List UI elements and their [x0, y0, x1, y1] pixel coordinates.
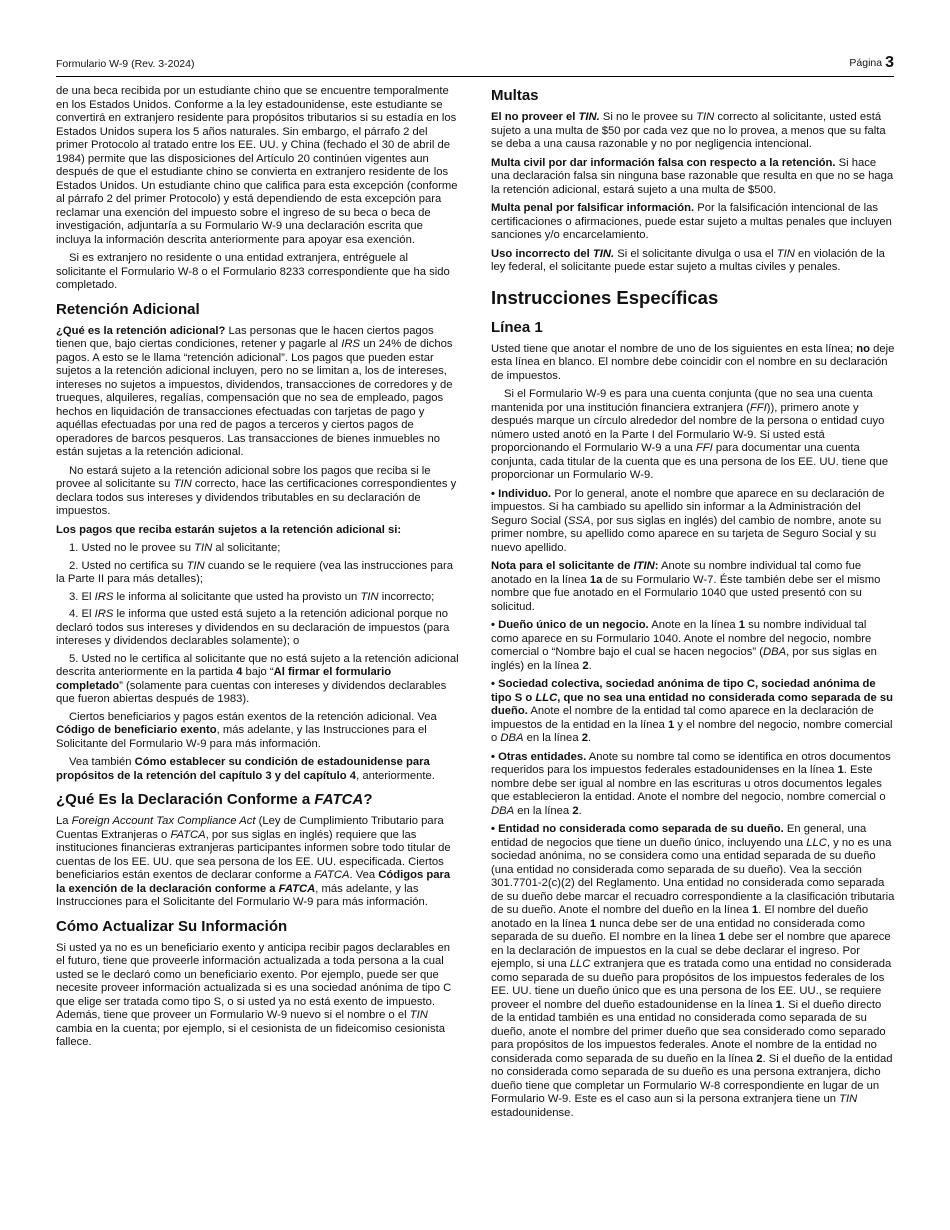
- paragraph: • Otras entidades. Anote su nombre tal como se identifica en otros documentos requeridos para los impuestos federales estadounidenses en la línea 1. Este nombre debe ser igual al nombre en las escrituras u otros documentos legales que establecieron la entidad. Anote el nombre del negocio, nombre comercial o DBA en la línea 2.: [491, 750, 891, 817]
- paragraph: • Entidad no considerada como separada de su dueño. En general, una entidad de negocios que tiene un dueño único, incluyendo una LLC, y no es una sociedad anónima, no se considera como una entidad separada de su dueño (una entidad no considerada como separada de su dueño). Vea la sección 301.7701-2(c)(2) del Reglamento. Una entidad no considerada como separada de su dueño debe marcar el recuadro correspondiente a la clasificación tributaria de su dueño. Anote el nombre del dueño en la línea 1. El nombre del dueño anotado en la línea 1 nunca debe ser de una entidad no considerada como separada de su dueño. El nombre en la línea 1 debe ser el nombre que aparece en la declaración de impuestos en la cual se debe declarar el ingreso. Por ejemplo, si una LLC extranjera que es tratada como una entidad no considerada como separada de su dueño para propósitos de los impuestos federales de los EE. UU. tiene un dueño único que es una persona de los EE. UU., se requiere proveer el nombre del dueño estadounidense en la línea 1. Si el dueño directo de la entidad también es una entidad no considerada como separada de su dueño, anote el nombre del primer dueño que sea considerado como separado para propósitos de los impuestos federales. Anote el nombre de la entidad no considerada como separada de su dueño en la línea 2. Si el dueño de la entidad no considerada como separada de su dueño es una persona extranjera, dicho dueño tiene que completar un Formulario W-8 correspondiente en lugar de un Formulario W-9. Este es el caso aun si la persona extranjera tiene un TIN estadounidense.: [491, 823, 895, 1119]
- paragraph: Si usted ya no es un beneficiario exento y anticipa recibir pagos declarables en el futuro, tiene que proveerle información actualizada a toda persona a la cual usted se le declaró como un beneficiario exento. Por ejemplo, puede ser que necesite proveer información actualizada si es una sociedad anónima de tipo C que elige ser tratada como tipo S, o si usted ya no está exento de impuesto. Además, tiene que proveer un Formulario W-9 nuevo si el nombre o el TIN cambia en la cuenta; por ejemplo, si el cesionista de un fideicomiso cesionista fallece.: [56, 941, 452, 1048]
- section-heading: Multas: [491, 87, 539, 104]
- paragraph: • Individuo. Por lo general, anote el nombre que aparece en su declaración de impuestos. Si ha cambiado su apellido sin informar a la Administración del Seguro Social (SSA, por sus siglas en inglés) del cambio de nombre, anote su primer nombre, su apellido como aparece en su tarjeta de Seguro Social y su nuevo apellido.: [491, 487, 885, 554]
- section-heading: ¿Qué Es la Declaración Conforme a FATCA?: [56, 791, 373, 808]
- section-heading: Cómo Actualizar Su Información: [56, 917, 288, 935]
- page-indicator: [849, 54, 894, 72]
- paragraph: Vea también Cómo establecer su condición de estadounidense para propósitos de la retención del capítulo 3 y del capítulo 4, anteriormente.: [56, 756, 435, 782]
- paragraph: ¿Qué es la retención adicional? Las personas que le hacen ciertos pagos tienen que, bajo ciertas condiciones, retener y pagarle al IRS un 24% de dichos pagos. A esto se le llama “retención adicional”. Los pagos que pueden estar sujetos a la retención adicional incluyen, pero no se limitan a, los de intereses, intereses no sujetos a impuestos, dividendos, transacciones de corredores y de trueques, alquileres, regalías, compensación que no sea de empleado, pagos hechos en liquidación de transacciones efectuadas con tarjetas de pago y aquéllas efectuadas por una red de pagos a terceros y ciertos pagos de operadores de barcos pesqueros. Las transacciones de bienes inmuebles no están sujetas a la retención adicional.: [56, 324, 453, 458]
- section-heading: Línea 1: [491, 318, 543, 336]
- paragraph: Si el Formulario W-9 es para una cuenta conjunta (que no sea una cuenta mantenida por una institución financiera extranjera (FFI)), primero anote y después marque un círculo alrededor del nombre de la persona o entidad cuyo número usted anotó en la Parte I del Formulario W-9. Si usted está proporcionando el Formulario W-9 a una FFI para documentar una cuenta conjunta, cada titular de la cuenta que es una persona de los EE. UU. tiene que proporcionar un Formulario W-9.: [491, 388, 889, 481]
- paragraph: Multa penal por falsificar información. Por la falsificación intencional de las certificaciones o afirmaciones, puede estar sujeto a multas penales que incluyen sanciones y/o encarcelamiento.: [491, 202, 892, 241]
- paragraph: Los pagos que reciba estarán sujetos a la retención adicional si:: [56, 523, 402, 536]
- paragraph: • Sociedad colectiva, sociedad anónima de tipo C, sociedad anónima de tipo S o LLC, que no sea una entidad no considerada como separada de su dueño. Anote el nombre de la entidad tal como aparece en la declaración de impuestos de la entidad en la línea 1 y el nombre del negocio, nombre comercial o DBA en la línea 2.: [491, 678, 893, 744]
- left-column: [56, 85, 460, 1055]
- paragraph: El no proveer el TIN. Si no le provee su TIN correcto al solicitante, usted está sujeto a una multa de $50 por cada vez que no lo provea, a menos que su falta se deba a una causa razonable y no por negligencia intencional.: [491, 111, 886, 150]
- main-heading: Instrucciones Específicas: [491, 286, 719, 308]
- list-item: 2. Usted no certifica su TIN cuando se le requiere (vea las instrucciones para la Parte II para más detalles);: [56, 559, 453, 585]
- paragraph: Uso incorrecto del TIN. Si el solicitante divulga o usa el TIN en violación de la ley federal, el solicitante puede estar sujeto a multas civiles y penales.: [491, 247, 885, 273]
- page-header: [56, 52, 894, 77]
- section-heading: Retención Adicional: [56, 300, 200, 318]
- list-item: 4. El IRS le informa que usted está sujeto a la retención adicional porque no declaró todos sus intereses y dividendos en su declaración de impuestos (para intereses y dividendos declarables solamente); o: [56, 608, 450, 647]
- page-number: 3: [885, 54, 894, 71]
- paragraph: La Foreign Account Tax Compliance Act (Ley de Cumplimiento Tributario para Cuentas Extranjeras o FATCA, por sus siglas en inglés) requiere que las instituciones financieras extranjeras participantes informen sobre todo titular de cuentas de los EE. UU. que sea persona de los EE. UU. especificada. Ciertos beneficiarios están exentos de declarar conforme a FATCA. Vea Códigos para la exención de la declaración conforme a FATCA, más adelante, y las Instrucciones para el Solicitante del Formulario W-9 para más información.: [56, 815, 451, 908]
- list-item: 5. Usted no le certifica al solicitante que no está sujeto a la retención adicional descrita anteriormente en la partida 4 bajo “Al firmar el formulario completado” (solamente para cuentas con intereses y dividendos declarables que fueron abiertas después de 1983).: [56, 652, 459, 705]
- paragraph: de una beca recibida por un estudiante chino que se encuentre temporalmente en los Estados Unidos. Conforme a la ley estadounidense, este estudiante se convertirá en extranjero residente para propósitos tributarios si su estadía en los Estados Unidos supera los 5 años naturales. Sin embargo, el párrafo 2 del primer Protocolo al tratado entre los EE. UU. y China (fechado el 30 de abril de 1984) permite que las disposiciones del Artículo 20 continúen vigentes aun después de que el estudiante chino se convierta en extranjero residente de los Estados Unidos. Un estudiante chino que califica para esta excepción (conforme al párrafo 2 del primer Protocolo) y está dependiendo de esta excepción para reclamar una exención del impuesto sobre el ingreso de su beca o beca de investigación, adjuntaría a su Formulario W-9 una declaración escrita que incluya la información descrita anteriormente para apoyar esa exención.: [56, 85, 458, 246]
- paragraph: Multa civil por dar información falsa con respecto a la retención. Si hace una declaración falsa sin ninguna base razonable que resulta en que no se haga la retención adicional, estará sujeto a una multa de $500.: [491, 156, 894, 196]
- right-column: [491, 85, 896, 1125]
- paragraph: Nota para el solicitante de ITIN: Anote su nombre individual tal como fue anotado en la línea 1a de su Formulario W-7. Éste también debe ser el mismo nombre que fue anotado en el Formulario 1040 que usted presentó con su solicitud.: [491, 560, 881, 613]
- list-item: 3. El IRS le informa al solicitante que usted ha provisto un TIN incorrecto;: [69, 590, 435, 603]
- paragraph: Ciertos beneficiarios y pagos están exentos de la retención adicional. Vea Código de beneficiario exento, más adelante, y las Instrucciones para el Solicitante del Formulario W-9 para más información.: [56, 710, 437, 750]
- paragraph: No estará sujeto a la retención adicional sobre los pagos que reciba si le provee al solicitante su TIN correcto, hace las certificaciones correspondientes y declara todos sus intereses y dividendos tributables en su declaración de impuestos.: [56, 464, 457, 517]
- paragraph: • Dueño único de un negocio. Anote en la línea 1 su nombre individual tal como aparece en su Formulario 1040. Anote el nombre del negocio, nombre comercial o “Nombre bajo el cual se hacen negocios” (DBA, por sus siglas en inglés) en la línea 2.: [491, 619, 877, 672]
- form-label: Formulario W-9 (Rev. 3-2024): [56, 58, 195, 70]
- list-item: 1. Usted no le provee su TIN al solicitante;: [69, 542, 281, 554]
- paragraph: Si es extranjero no residente o una entidad extranjera, entréguele al solicitante el Formulario W-8 o el Formulario 8233 correspondiente que ha sido completado.: [56, 252, 450, 291]
- page-word: Página: [849, 57, 883, 69]
- paragraph: Usted tiene que anotar el nombre de uno de los siguientes en esta línea; no deje esta línea en blanco. El nombre debe coincidir con el nombre en su declaración de impuestos.: [491, 342, 895, 382]
